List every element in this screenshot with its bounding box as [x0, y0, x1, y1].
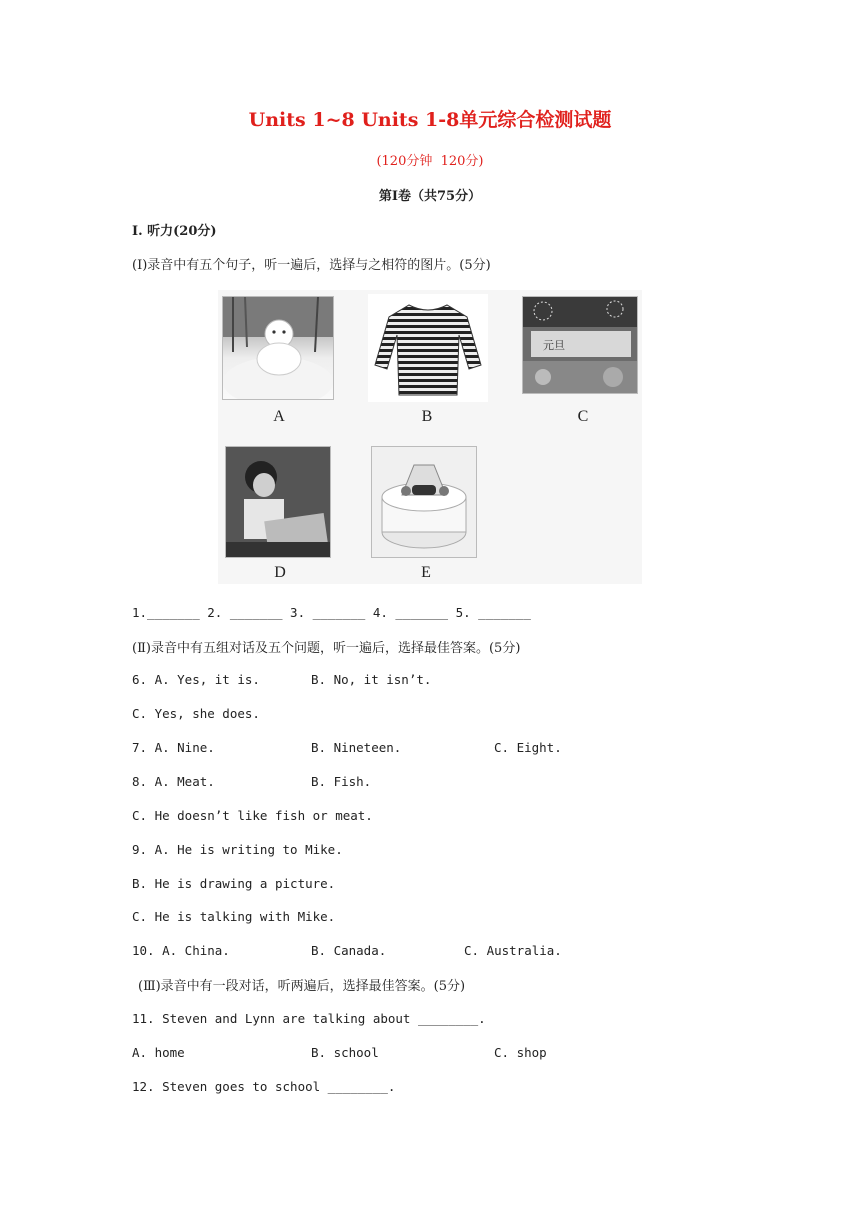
snowman-photo-icon — [222, 296, 334, 400]
section-heading-listening: Ⅰ. 听力(20分) — [132, 224, 217, 239]
q7-option-a: 7. A. Nine. — [132, 740, 215, 755]
q7-option-c: C. Eight. — [494, 740, 562, 755]
striped-sweater-photo-icon — [368, 294, 488, 402]
q10-option-c: C. Australia. — [464, 943, 562, 958]
answer-blanks: 1._______ 2. _______ 3. _______ 4. _______ 5. _______ — [132, 605, 531, 620]
q11-option-c: C. shop — [494, 1045, 547, 1060]
q9-option-c: C. He is talking with Mike. — [132, 909, 336, 924]
q10-option-a: 10. A. China. — [132, 943, 230, 958]
picture-panel — [218, 290, 642, 584]
q10-option-b: B. Canada. — [311, 943, 387, 958]
q9-option-a: 9. A. He is writing to Mike. — [132, 842, 343, 857]
picture-label: D — [274, 564, 286, 581]
birthday-cake-photo-icon — [371, 446, 477, 558]
picture-label: B — [421, 408, 433, 425]
q11-stem: 11. Steven and Lynn are talking about ________. — [132, 1011, 486, 1026]
q8-option-a: 8. A. Meat. — [132, 774, 215, 789]
time-score-subtitle: (120分钟 120分) — [376, 154, 484, 169]
picture-label: A — [273, 408, 285, 425]
page-title: Units 1~8 Units 1-8单元综合检测试题 — [248, 109, 612, 131]
q8-option-c: C. He doesn’t like fish or meat. — [132, 808, 373, 823]
volume-heading: 第Ⅰ卷（共75分） — [378, 189, 482, 204]
q6-option-b: B. No, it isn’t. — [311, 672, 432, 687]
q8-option-b: B. Fish. — [311, 774, 372, 789]
q11-option-a: A. home — [132, 1045, 185, 1060]
q11-option-b: B. school — [311, 1045, 379, 1060]
q12-stem: 12. Steven goes to school ________. — [132, 1079, 396, 1094]
part3-instruction: (Ⅲ)录音中有一段对话，听两遍后，选择最佳答案。(5分) — [138, 979, 466, 994]
q6-option-c: C. Yes, she does. — [132, 706, 260, 721]
q7-option-b: B. Nineteen. — [311, 740, 402, 755]
q9-option-b: B. He is drawing a picture. — [132, 876, 336, 891]
part1-instruction: (Ⅰ)录音中有五个句子，听一遍后，选择与之相符的图片。(5分) — [132, 258, 491, 273]
svg-text:元旦: 元旦 — [543, 339, 565, 352]
girl-drawing-photo-icon — [225, 446, 331, 558]
new-year-card-photo-icon — [522, 296, 638, 394]
part2-instruction: (Ⅱ)录音中有五组对话及五个问题，听一遍后，选择最佳答案。(5分) — [132, 641, 521, 656]
picture-label: C — [577, 408, 589, 425]
q6-option-a: 6. A. Yes, it is. — [132, 672, 260, 687]
picture-label: E — [421, 564, 431, 581]
